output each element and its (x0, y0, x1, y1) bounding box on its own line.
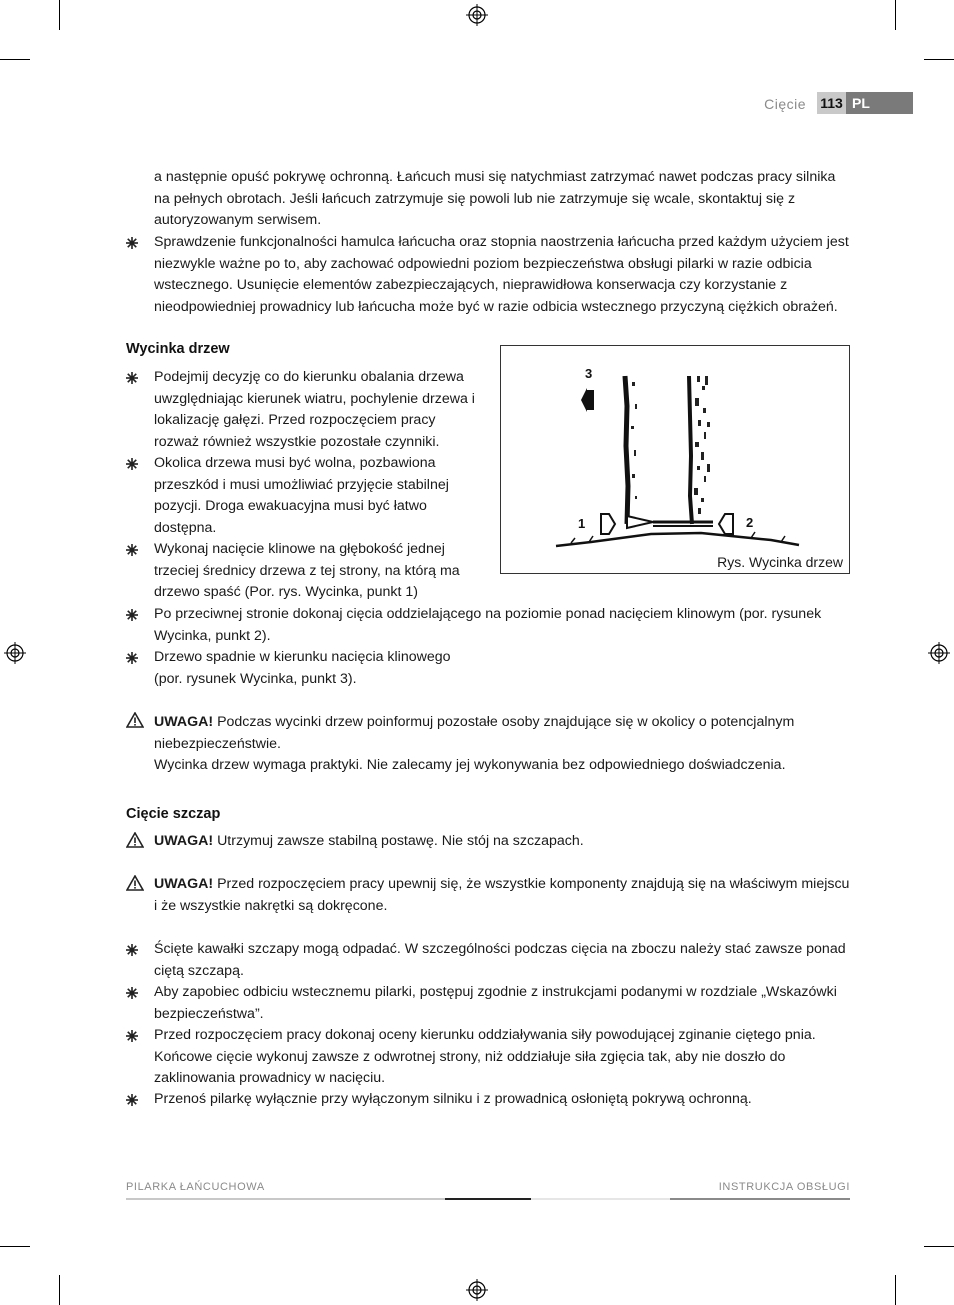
crop-mark (0, 1246, 30, 1247)
list-item: Okolica drzewa musi być wolna, pozbawiona przeszkód i musi umożliwiać przyjęcie stabilnej pozycji. Droga ewakuacyjna musi być łatwo dostępna. (154, 455, 449, 536)
bullet-icon (126, 987, 138, 999)
crop-mark (895, 1275, 896, 1305)
figure-label-1: 1 (578, 516, 586, 531)
warning-label: UWAGA! (154, 833, 214, 849)
section-title: Cięcie (764, 96, 806, 112)
list-item: Wykonaj nacięcie klinowe na głębokość jednej trzeciej średnicy drzewa z tej strony, na którą ma drzewo spaść (Por. rys. Wycinka, punkt 1) (154, 541, 460, 601)
warning-label: UWAGA! (154, 714, 214, 730)
crop-mark (895, 0, 896, 30)
bullet-icon (126, 652, 138, 664)
footer-rule (445, 1198, 531, 1200)
warning-paragraph (154, 874, 850, 917)
list-item: Ścięte kawałki szczapy mogą odpadać. W szczególności podczas cięcia na zboczu należy stać zawsze ponad ciętą szczapą. (154, 941, 846, 979)
crop-mark (924, 59, 954, 60)
warning-icon (126, 875, 144, 891)
list-item: Drzewo spadnie w kierunku nacięcia klinowego (por. rysunek Wycinka, punkt 3). (154, 649, 451, 687)
list-item: Aby zapobiec odbiciu wstecznemu pilarki, postępuj zgodnie z instrukcjami podanymi w rozdziale „Wskazówki bezpieczeństwa”. (154, 984, 837, 1022)
warning-paragraph (154, 831, 850, 853)
warning-text: Przed rozpoczęciem pracy upewnij się, że wszystkie komponenty znajdują się na właściwym miejscu i że wszystkie nakrętki są dokręcone. (154, 876, 850, 914)
bullet-icon (126, 1094, 138, 1106)
crop-mark (0, 59, 30, 60)
figure-caption: Rys. Wycinka drzew (717, 554, 843, 570)
warning-note: Wycinka drzew wymaga praktyki. Nie zalecamy jej wykonywania bez odpowiedniego doświadczenia. (154, 757, 786, 773)
felling-figure (500, 345, 850, 574)
footer-rule (126, 1198, 445, 1200)
warning-text: Utrzymuj zawsze stabilną postawę. Nie stój na szczapach. (217, 833, 584, 849)
bullet-icon (126, 372, 138, 384)
warning-paragraph (154, 712, 850, 755)
footer-rule (670, 1198, 850, 1200)
page-number: 113 (817, 92, 846, 114)
registration-mark-icon (928, 642, 950, 664)
warning-icon (126, 712, 144, 728)
crop-mark (59, 1275, 60, 1305)
list-item: Po przeciwnej stronie dokonaj cięcia oddzielającego na poziomie ponad nacięciem klinowym (por. rysunek Wycinka, punkt 2). (154, 606, 822, 644)
list-item: Podejmij decyzję co do kierunku obalania drzewa uwzględniając kierunek wiatru, pochylenie drzewa i lokalizację gałęzi. Przed rozpoczęciem pracy rozważ również wszystkie pozostałe czynniki. (154, 369, 475, 450)
registration-mark-icon (4, 642, 26, 664)
figure-label-2: 2 (746, 515, 754, 530)
list-item: Przenoś pilarkę wyłącznie przy wyłączonym silniku i z prowadnicą osłoniętą pokrywą ochronną. (154, 1091, 752, 1107)
bullet-icon (126, 944, 138, 956)
section-heading: Wycinka drzew (126, 341, 230, 357)
list-item: Sprawdzenie funkcjonalności hamulca łańcucha oraz stopnia naostrzenia łańcucha przed każdym użyciem jest niezwykle ważne po to, aby zachować odpowiedni poziom bezpieczeństwa obsługi pilarki w razie odbicia wstecznego. Usunięcie elementów zabezpieczających, nieprawidłowa konserwacja czy korzystanie z nieodpowiedniej prowadnicy lub łańcucha może być w razie odbicia wstecznego przyczyną ciężkich obrażeń. (154, 234, 849, 315)
bullet-icon (126, 1030, 138, 1042)
section-heading: Cięcie szczap (126, 806, 221, 822)
bullet-icon (126, 458, 138, 470)
crop-mark (924, 1246, 954, 1247)
warning-icon (126, 832, 144, 848)
registration-mark-icon (466, 1279, 488, 1301)
list-item: Przed rozpoczęciem pracy dokonaj oceny kierunku oddziaływania siły powodującej zginanie ciętego pnia. Końcowe cięcie wykonuj zawsze z odwrotnej strony, niż oddziałuje siła zgięcia tak, aby nie doszło do zaklinowania prowadnicy w nacięciu. (154, 1027, 816, 1087)
bullet-icon (126, 609, 138, 621)
intro-paragraph: a następnie opuść pokrywę ochronną. Łańcuch musi się natychmiast zatrzymać nawet podczas pracy silnika na pełnych obrotach. Jeśli łańcuch zatrzymuje się powoli lub nie zatrzymuje się wcale, skontaktuj się z autoryzowanym serwisem. (154, 169, 836, 229)
footer-rule (531, 1198, 670, 1200)
figure-label-3: 3 (585, 366, 593, 381)
footer-doc-type: INSTRUKCJA OBSŁUGI (718, 1181, 850, 1193)
bullet-icon (126, 544, 138, 556)
tree-felling-illustration (501, 346, 849, 556)
warning-text: Podczas wycinki drzew poinformuj pozostałe osoby znajdujące się w okolicy o potencjalnym niebezpieczeństwie. (154, 714, 795, 752)
language-tab: PL (846, 92, 913, 114)
registration-mark-icon (466, 4, 488, 26)
footer-product-name: PILARKA ŁAŃCUCHOWA (126, 1181, 265, 1193)
warning-label: UWAGA! (154, 876, 214, 892)
bullet-icon (126, 237, 138, 249)
crop-mark (59, 0, 60, 30)
